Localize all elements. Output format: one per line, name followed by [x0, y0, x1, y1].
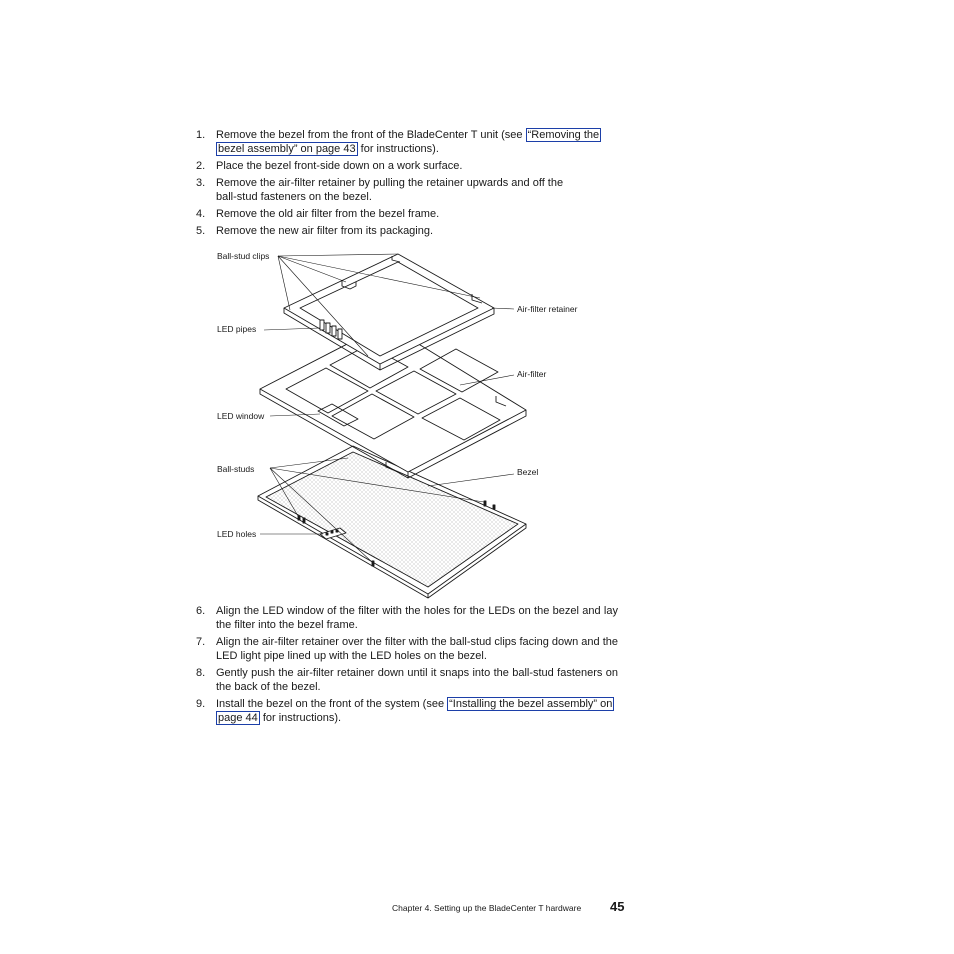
step-text: Install the bezel on the front of the system (see “Installing the bezel assembly” on page 44 for instructions).: [216, 698, 613, 724]
step-1: [196, 128, 618, 156]
exploded-view-drawing: [208, 246, 598, 600]
callout-ball-studs: Ball-studs: [217, 464, 255, 474]
callout-led-pipes: LED pipes: [217, 324, 257, 334]
step-number: 9.: [196, 698, 206, 710]
steps-list-before-figure: [196, 128, 618, 241]
step-8: [196, 666, 618, 694]
step-text: Remove the bezel from the front of the BladeCenter T unit (see “Removing the bezel assembly” on page 43 for instructions).: [216, 129, 600, 155]
step-text: Remove the air-filter retainer by pulling the retainer upwards and off the ball-stud fasteners on the bezel.: [216, 177, 564, 203]
step-6: [196, 604, 618, 632]
step-number: 2.: [196, 160, 206, 172]
step-text: Align the air-filter retainer over the filter with the ball-stud clips facing down and the LED light pipe lined up with the LED holes on the bezel.: [216, 636, 618, 662]
callout-air-filter: Air-filter: [517, 369, 547, 379]
step-text: Align the LED window of the filter with the holes for the LEDs on the bezel and lay the filter into the bezel frame.: [216, 605, 618, 631]
step-7: [196, 635, 618, 663]
step-3: [196, 176, 618, 204]
footer-chapter-title: Chapter 4. Setting up the BladeCenter T hardware: [392, 903, 582, 913]
callout-air-filter-retainer: Air-filter retainer: [517, 304, 578, 314]
step-number: 6.: [196, 605, 206, 617]
step-9: [196, 697, 618, 725]
step-4: [196, 207, 618, 221]
step-text: Remove the new air filter from its packaging.: [216, 225, 434, 237]
page-number: 45: [610, 899, 625, 914]
callout-led-window: LED window: [217, 411, 265, 421]
bezel-air-filter-exploded-figure: [208, 246, 598, 600]
step-text: Gently push the air-filter retainer down until it snaps into the ball-stud fasteners on the back of the bezel.: [216, 667, 618, 693]
callout-bezel: Bezel: [517, 467, 539, 477]
callout-ball-stud-clips: Ball-stud clips: [217, 251, 270, 261]
step-number: 5.: [196, 225, 206, 237]
step-number: 3.: [196, 177, 206, 189]
step-number: 4.: [196, 208, 206, 220]
step-number: 7.: [196, 636, 206, 648]
step-2: [196, 159, 618, 173]
step-text: Place the bezel front-side down on a work surface.: [216, 160, 463, 172]
link-installing-bezel-assembly[interactable]: “Installing the bezel assembly” on page 44: [218, 698, 613, 724]
callout-led-holes: LED holes: [217, 529, 257, 539]
step-number: 1.: [196, 129, 206, 141]
step-5: [196, 224, 618, 238]
link-removing-bezel-assembly[interactable]: “Removing the bezel assembly” on page 43: [218, 129, 600, 155]
step-number: 8.: [196, 667, 206, 679]
step-text: Remove the old air filter from the bezel frame.: [216, 208, 440, 220]
steps-list-after-figure: [196, 604, 618, 728]
